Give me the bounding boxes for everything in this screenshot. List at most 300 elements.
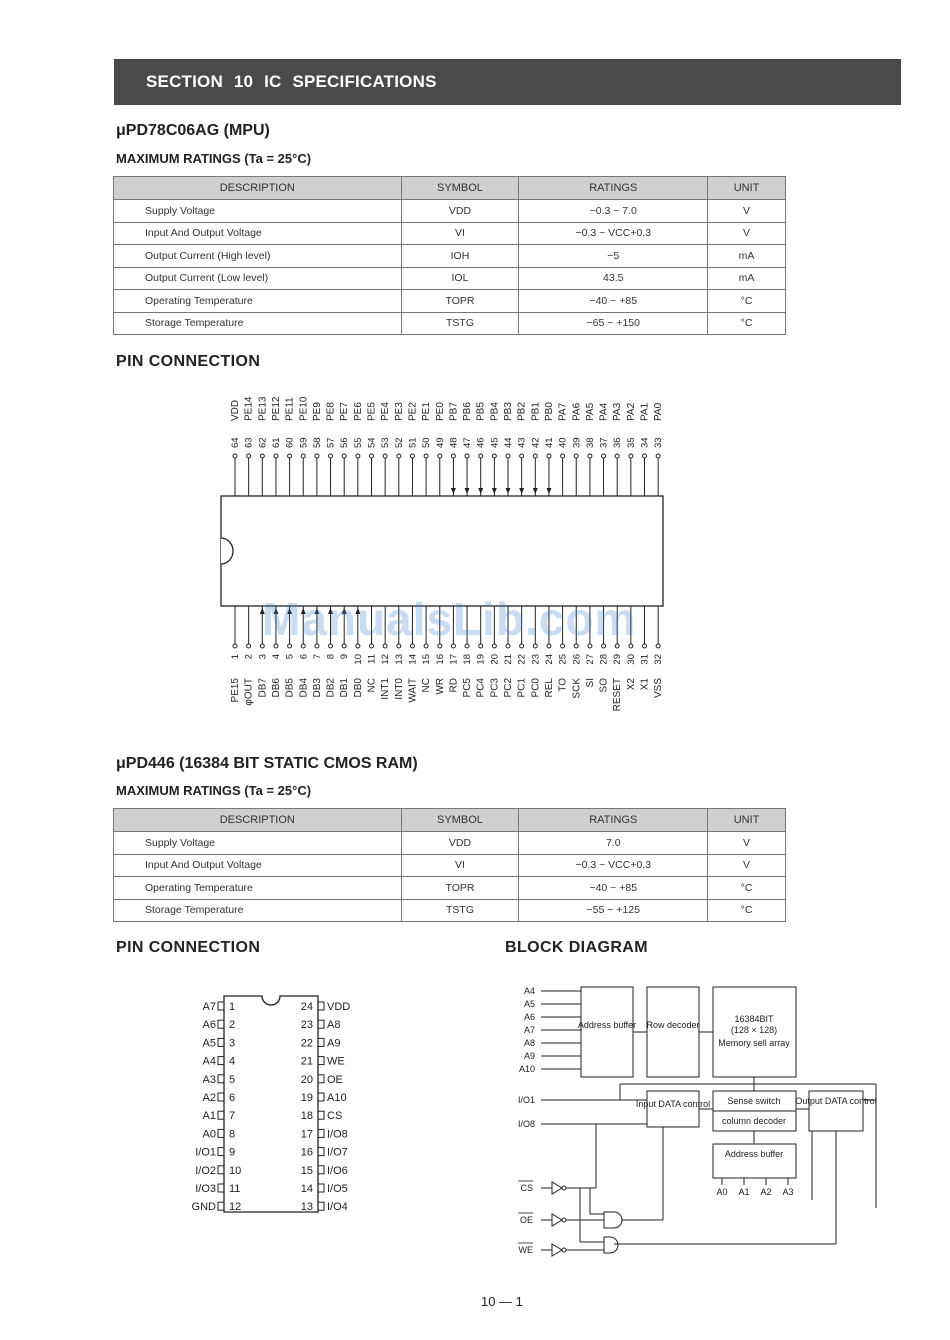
pin-label: PE9 [311,402,323,421]
address-buffer-label: Address buffer [577,1020,637,1030]
cell-unit: V [708,832,786,855]
cell-rating: −55 ~ +125 [519,899,708,922]
column-decoder-label: column decoder [721,1116,787,1126]
cell-desc: Operating Temperature [114,877,402,900]
pin-label: PA3 [612,402,624,421]
pin-number: 36 [612,437,624,448]
pin-label: A1 [202,1110,216,1123]
cell-rating: −40 ~ +85 [519,877,708,900]
table-row [114,877,786,900]
cell-rating: −65 ~ +150 [519,312,708,335]
pin-number: 18 [300,1110,313,1123]
pin-label: PE6 [352,402,364,421]
pin-number: 27 [584,654,596,665]
pin-number: 10 [352,654,364,665]
pin-number: 23 [300,1019,313,1032]
pin-label: TO [557,678,569,692]
pin-number: 16 [434,654,446,665]
pin-label: PB6 [462,402,474,421]
pin-label: PC3 [489,678,501,698]
ic2-left-pin [195,1183,240,1195]
pin-number: 59 [298,437,310,448]
cell-rating: −0.3 ~ VCC+0.3 [519,854,708,877]
pin-number: 2 [243,654,255,660]
pin-number: 47 [462,437,474,448]
ic2-right-pin [301,1147,348,1159]
pin-number: 12 [380,654,392,665]
pin-label: I/O6 [327,1164,348,1177]
ic1-notch [221,538,233,564]
pin-label: OE [327,1073,343,1086]
pin-label: PE14 [243,396,255,421]
control-signal-label: OE [519,1215,533,1225]
cell-desc: Storage Temperature [114,899,402,922]
pin-number: 13 [300,1201,313,1214]
pin-number: 52 [393,437,405,448]
ic1-top-pin [517,402,528,496]
pin-number: 14 [300,1183,313,1195]
header-symbol: SYMBOL [401,177,519,200]
pin-label: A2 [202,1092,216,1104]
pin-label: PE3 [393,402,405,421]
pin-label: PA7 [557,402,569,421]
cell-symbol: TOPR [401,877,519,900]
pin-label: PB0 [543,402,555,421]
pin-number: 6 [298,654,310,660]
table-row [114,290,786,313]
cell-unit: °C [708,290,786,313]
header-ratings: RATINGS [519,809,708,832]
cell-desc: Storage Temperature [114,312,402,335]
ic1-top-pin [257,396,268,496]
table-row [114,222,786,245]
pin-number: 39 [571,437,583,448]
table-header-row [114,809,786,832]
ic1-top-pin [653,402,664,496]
cell-rating: −40 ~ +85 [519,290,708,313]
address-input-label: A8 [523,1038,535,1048]
pin-label: PE5 [366,402,378,421]
pin-label: WAIT [407,678,419,703]
ic2-pin-title: PIN CONNECTION [116,939,261,956]
pin-label: PC1 [516,678,528,698]
pin-label: PE12 [270,396,282,421]
pin-number: 41 [543,437,555,448]
cell-symbol: IOH [401,245,519,268]
address-buffer2-label: Address buffer [724,1149,784,1159]
ic1-top-pin [503,402,514,496]
section-banner [114,59,901,105]
pin-label: PE8 [325,402,337,421]
pin-number: 40 [557,437,569,448]
pin-number: 58 [311,437,323,448]
pin-number: 20 [489,654,501,665]
pin-label: RD [448,678,460,693]
pin-label: PE11 [284,397,296,421]
cell-unit: V [708,854,786,877]
ic1-top-pin [285,397,296,496]
pin-number: 64 [230,437,241,448]
pin-label: SO [598,678,610,693]
column-address-label: A3 [782,1187,794,1197]
pin-number: 2 [229,1019,236,1032]
pin-number: 18 [462,654,474,665]
pin-number: 17 [300,1128,313,1141]
ic1-top-pin [271,396,282,496]
ic1-top-pin [421,402,432,496]
column-address-label: A1 [738,1187,750,1197]
pin-number: 14 [407,654,419,665]
pin-label: PE1 [421,402,433,421]
pin-label: PB5 [475,402,487,421]
cell-unit: °C [708,877,786,900]
pin-label: CS [327,1110,343,1123]
pin-label: DB4 [298,678,310,698]
header-symbol: SYMBOL [401,809,519,832]
pin-number: 33 [653,437,665,448]
cell-unit: °C [708,312,786,335]
pin-label: DB7 [257,678,269,698]
pin-label: PA5 [584,402,596,421]
pin-label: PC2 [503,678,514,698]
ic1-top-pin [367,402,378,496]
pin-number: 7 [311,654,323,660]
pin-label: I/O2 [195,1164,216,1177]
pin-label: A0 [202,1128,216,1141]
ic2-right-pin [301,1074,343,1086]
pin-number: 9 [339,654,351,660]
ic1-top-pin [530,402,541,496]
cell-desc: Supply Voltage [114,832,402,855]
pin-number: 26 [571,654,583,665]
pin-label: φOUT [243,678,255,706]
pin-label: I/O8 [327,1128,348,1141]
table-row [114,200,786,223]
pin-number: 11 [229,1183,241,1195]
pin-number: 51 [407,437,419,448]
pin-label: DB0 [352,678,364,698]
control-signal-label: WE [518,1245,533,1255]
input-data-control-block [647,1091,699,1127]
pin-label: PA4 [598,402,610,421]
section-title: SECTION 10 IC SPECIFICATIONS [146,72,437,91]
ic1-top-pin [244,396,255,496]
pin-label: PE13 [257,396,269,421]
ic2-right-pin [301,1001,351,1013]
pin-number: 28 [598,654,610,665]
pin-label: PB1 [530,402,542,421]
ic2-right-pin [301,1110,343,1122]
pin-label: A6 [202,1019,216,1032]
pin-label: PC0 [530,678,542,698]
pin-label: PB2 [516,402,528,421]
pin-label: PA0 [653,402,665,421]
pin-label: INT0 [393,678,405,700]
table-row [114,899,786,922]
ic2-right-pin [301,1019,341,1031]
pin-label: PC4 [475,678,487,698]
row-decoder-block [647,987,699,1077]
output-data-control-label: Output DATA control [795,1096,877,1106]
ic2-left-pin [203,1092,236,1104]
row-decoder-label: Row decoder [646,1020,700,1030]
ic2-left-pin [203,1110,236,1122]
pin-label: INT1 [380,678,392,700]
pin-label: SCK [571,678,583,699]
table-row [114,854,786,877]
pin-label: PB3 [503,402,514,421]
pin-label: VDD [327,1001,351,1013]
pin-number: 55 [352,437,364,448]
sense-switch-label: Sense switch [727,1096,781,1106]
ic2-left-pin [203,1074,236,1086]
pin-label: GND [191,1201,216,1214]
pin-label: DB3 [311,678,323,698]
cell-symbol: VI [401,854,519,877]
ic1-bottom-pin [640,606,651,690]
pin-label: PB7 [448,402,460,421]
pin-number: 8 [229,1128,236,1141]
address-input-label: A9 [523,1051,535,1061]
ic2-right-pin [301,1201,348,1213]
header-ratings: RATINGS [519,177,708,200]
pin-number: 17 [448,654,460,665]
cell-unit: °C [708,899,786,922]
pin-number: 34 [639,437,651,448]
pin-number: 16 [300,1146,313,1159]
pin-number: 24 [543,654,555,665]
pin-label: VSS [653,678,665,699]
ic2-left-pin [195,1147,235,1159]
pin-number: 44 [503,437,514,448]
ic1-bottom-pin [244,606,255,706]
ic1-top-pin [407,402,418,496]
table-row [114,267,786,290]
ic1-top-pin [476,402,487,496]
pin-label: VDD [230,399,241,421]
pin-number: 11 [366,654,378,664]
ic2-left-pin [192,1201,242,1213]
pin-label: PE0 [434,402,446,421]
cell-rating: 7.0 [519,832,708,855]
pin-number: 19 [300,1092,313,1104]
pin-label: A10 [327,1092,347,1104]
cell-symbol: TSTG [401,899,519,922]
pin-number: 8 [325,654,337,660]
pin-label: DB6 [270,678,282,698]
ic1-top-pin [585,402,596,496]
ic2-diagrams [0,960,950,1260]
ic2-left-pin [203,1001,236,1013]
ic1-top-pin [448,402,459,496]
ic1-ratings-title: MAXIMUM RATINGS (Ta = 25°C) [116,151,312,166]
cell-desc: Supply Voltage [114,200,402,223]
pin-label: PA1 [639,402,651,421]
control-signal-label: CS [520,1183,533,1193]
io-input-label: I/O1 [517,1095,535,1105]
pin-label: PE4 [380,402,392,421]
cell-desc: Operating Temperature [114,290,402,313]
cell-symbol: VDD [401,200,519,223]
ic2-ratings-title: MAXIMUM RATINGS (Ta = 25°C) [116,783,312,798]
cell-desc: Input And Output Voltage [114,854,402,877]
ic2-right-pin [301,1128,348,1140]
pin-label: I/O4 [327,1201,348,1214]
pin-label: WR [434,678,446,695]
address-input-label: A10 [518,1064,535,1074]
pin-number: 22 [516,654,528,665]
ic1-top-pin [326,402,337,496]
address-input-label: A6 [523,1012,535,1022]
ic2-left-pin [203,1037,236,1049]
pin-number: 45 [489,437,501,448]
ic1-pin-diagram [0,380,950,720]
pin-number: 20 [300,1073,313,1086]
cell-symbol: VDD [401,832,519,855]
address-input-label: A5 [523,999,535,1009]
pin-number: 15 [421,654,433,665]
pin-number: 48 [448,437,460,448]
pin-number: 3 [257,654,269,660]
cell-desc: Input And Output Voltage [114,222,402,245]
pin-label: I/O7 [327,1146,348,1159]
pin-number: 21 [300,1055,313,1068]
ic2-right-pin [301,1183,348,1195]
pin-number: 31 [639,654,651,665]
pin-label: I/O5 [327,1183,348,1195]
table-row [114,312,786,335]
pin-number: 32 [653,654,665,665]
pin-label: I/O1 [195,1146,216,1159]
column-address-label: A0 [716,1187,728,1197]
pin-number: 4 [270,654,282,660]
pin-label: PE7 [339,402,351,421]
pin-number: 63 [243,437,255,448]
pin-number: 46 [475,437,487,448]
column-address-label: A2 [760,1187,772,1197]
cell-unit: V [708,200,786,223]
pin-number: 19 [475,654,487,665]
pin-label: SI [584,678,596,688]
pin-label: WE [327,1055,345,1068]
header-unit: UNIT [708,809,786,832]
pin-number: 5 [229,1073,236,1086]
ic2-left-pin [203,1019,236,1031]
ic2-left-pin [203,1056,236,1068]
header-unit: UNIT [708,177,786,200]
pin-number: 43 [516,437,528,448]
ic1-top-pin [380,402,391,496]
pin-label: NC [366,678,378,693]
pin-label: A4 [202,1055,216,1068]
address-input-label: A7 [523,1025,535,1035]
cell-symbol: TSTG [401,312,519,335]
pin-number: 60 [284,437,296,448]
ic1-bottom-pin [653,606,664,698]
table-row [114,245,786,268]
cell-rating: −0.3 ~ VCC+0.3 [519,222,708,245]
pin-label: A8 [327,1019,341,1032]
cell-rating: −0.3 ~ 7.0 [519,200,708,223]
pin-number: 61 [270,437,282,448]
pin-label: PE2 [407,402,419,421]
ic1-top-pin [599,402,610,496]
ic1-ratings-table [113,176,786,335]
input-data-control-label: Input DATA control [635,1099,711,1109]
pin-number: 13 [393,654,405,665]
cell-symbol: IOL [401,267,519,290]
ic1-top-pin [353,402,364,496]
ic2-block-title: BLOCK DIAGRAM [505,939,648,956]
pin-label: PB4 [489,402,501,421]
pin-number: 49 [434,437,446,448]
ic1-top-pin [626,402,637,496]
pin-number: 15 [300,1164,313,1177]
pin-number: 12 [229,1201,242,1214]
pin-number: 21 [503,654,514,665]
pin-number: 25 [557,654,569,665]
pin-number: 62 [257,437,269,448]
ic2-right-pin [301,1056,345,1068]
pin-label: PE15 [230,678,241,703]
ic1-top-pin [339,402,350,496]
pin-number: 30 [625,654,637,665]
cell-unit: mA [708,245,786,268]
pin-number: 1 [230,654,241,660]
ic1-top-pin [298,396,309,496]
pin-number: 22 [300,1037,313,1050]
pin-label: DB5 [284,678,296,698]
pin-label: PA2 [625,402,637,421]
pin-number: 4 [229,1055,236,1068]
pin-label: A3 [202,1073,216,1086]
table-row [114,832,786,855]
ic1-title: μPD78C06AG (MPU) [116,122,270,139]
ic1-top-pin [462,402,473,496]
pin-label: I/O3 [195,1183,216,1195]
ic1-top-pin [394,402,405,496]
ic2-right-pin [301,1092,347,1104]
pin-number: 5 [284,654,296,660]
pin-label: A5 [202,1037,216,1050]
io-input-label: I/O8 [517,1119,535,1129]
pin-number: 53 [380,437,392,448]
pin-label: A9 [327,1037,341,1050]
ic1-top-pin [230,400,241,496]
ic2-ratings-table [113,808,786,922]
pin-number: 56 [339,437,351,448]
ic1-top-pin [571,402,582,496]
memory-line2-label: (128 × 128) [730,1025,778,1035]
pin-number: 35 [625,437,637,448]
page-number: 10 — 1 [481,1294,523,1309]
pin-number: 6 [229,1092,236,1104]
pin-label: PE10 [298,396,310,421]
pin-number: 29 [612,654,624,665]
pin-label: NC [421,678,433,693]
cell-unit: V [708,222,786,245]
table-header-row [114,177,786,200]
cell-rating: −5 [519,245,708,268]
watermark: ManualsLib.com [262,593,637,645]
address-buffer-block [581,987,633,1077]
cell-desc: Output Current (High level) [114,245,402,268]
pin-label: RESET [612,678,624,712]
memory-line3-label: Memory sell array [718,1038,790,1048]
cell-symbol: VI [401,222,519,245]
pin-number: 23 [530,654,542,665]
ic1-top-pin [612,402,623,496]
